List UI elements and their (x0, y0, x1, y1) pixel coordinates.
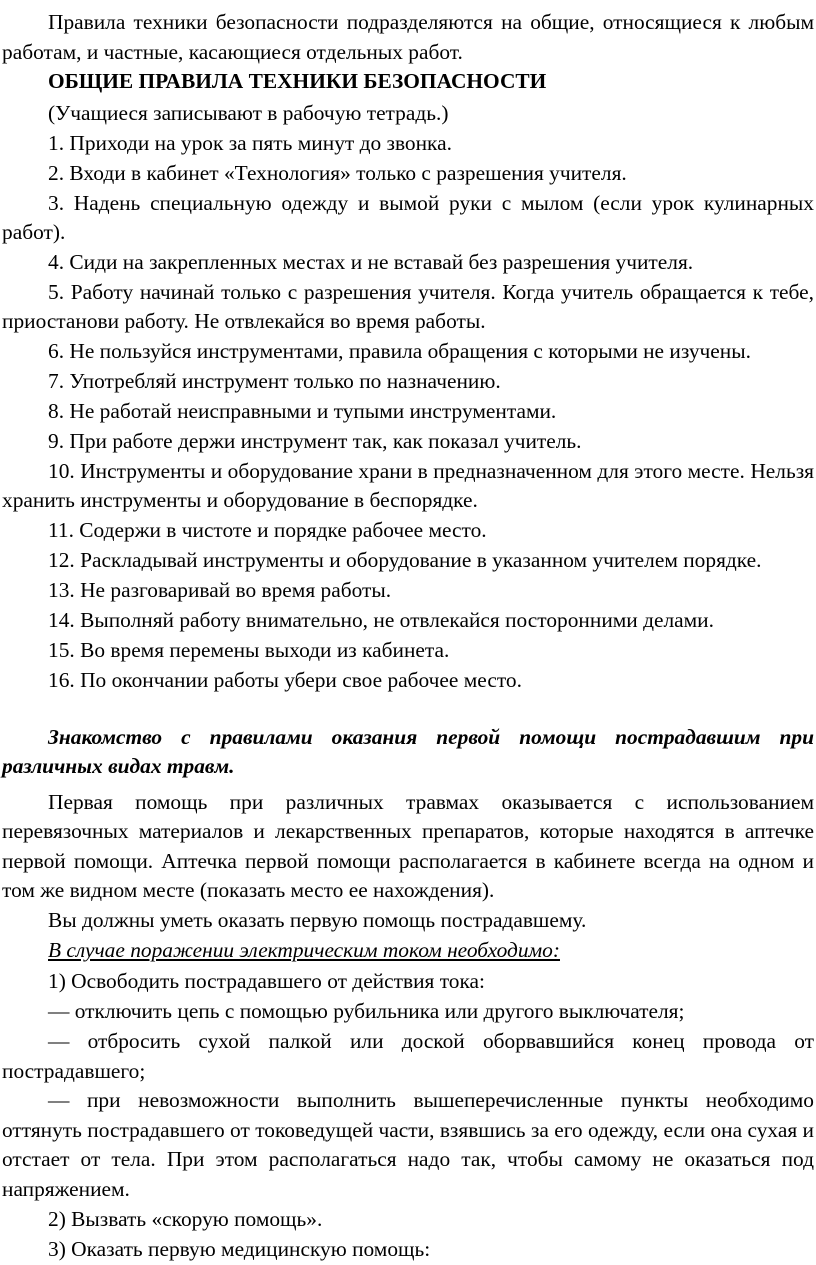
step-item: — отключить цепь с помощью рубильника или другого выключателя; (48, 999, 685, 1024)
rule-item: 8. Не работай неисправными и тупыми инструментами. (48, 399, 557, 424)
intro-paragraph: Правила техники безопасности подразделяются на общие, относящиеся к любым работам, и частные, касающиеся отдельных работ. (2, 10, 814, 64)
step-item: — при невозможности выполнить вышеперечисленные пункты необходимо оттянуть пострадавшего от токоведущей части, взявшись за его одежду, если она сухая и отстает от тела. При этом располагаться надо так, чтобы самому не оказаться под напряжением. (2, 1088, 814, 1201)
rule-item: 10. Инструменты и оборудование храни в предназначенном для этого месте. Нельзя хранить инструменты и оборудование в беспорядке. (2, 458, 814, 513)
rule-item: 15. Во время перемены выходи из кабинета. (48, 637, 450, 662)
rule-item: 3. Надень специальную одежду и вымой руки с мылом (если урок кулинарных работ). (2, 190, 814, 245)
notebook-note: (Учащиеся записывают в рабочую тетрадь.) (48, 100, 449, 125)
step-item: 3) Оказать первую медицинскую помощь: (48, 1236, 431, 1261)
general-rules-heading: ОБЩИЕ ПРАВИЛА ТЕХНИКИ БЕЗОПАСНОСТИ (48, 69, 547, 94)
step-item: — отбросить сухой палкой или доской оборвавшийся конец провода от пострадавшего; (2, 1029, 814, 1083)
electric-shock-steps (2, 967, 814, 1264)
must-know-paragraph: Вы должны уметь оказать первую помощь пострадавшему. (48, 907, 587, 932)
rule-item: 14. Выполняй работу внимательно, не отвлекайся посторонними делами. (48, 607, 714, 632)
rule-item: 16. По окончании работы убери свое рабочее место. (48, 667, 522, 692)
step-item: 2) Вызвать «скорую помощь». (48, 1206, 323, 1231)
rule-item: 4. Сиди на закрепленных местах и не вставай без разрешения учителя. (48, 249, 694, 274)
rule-item: 6. Не пользуйся инструментами, правила обращения с которыми не изучены. (48, 339, 751, 364)
rule-item: 12. Раскладывай инструменты и оборудование в указанном учителем порядке. (48, 548, 762, 573)
first-aid-paragraph: Первая помощь при различных травмах оказывается с использованием перевязочных материалов и лекарственных препаратов, которые находятся в аптечке первой помощи. Аптечка первой помощи располагается в кабинете всегда на одном и том же видном месте (показать место ее нахождения). (2, 789, 814, 903)
rule-item: 2. Входи в кабинет «Технология» только с разрешения учителя. (48, 160, 627, 185)
first-aid-heading: Знакомство с правилами оказания первой помощи пострадавшим при различных видах травм. (2, 724, 814, 779)
rule-item: 5. Работу начинай только с разрешения учителя. Когда учитель обращается к тебе, приостанови работу. Не отвлекайся во время работы. (2, 279, 814, 334)
rule-item: 1. Приходи на урок за пять минут до звонка. (48, 130, 452, 155)
section-spacer (2, 696, 814, 723)
rule-item: 13. Не разговаривай во время работы. (48, 577, 392, 602)
electric-shock-heading: В случае поражении электрическим током необходимо: (48, 937, 560, 962)
rule-item: 9. При работе держи инструмент так, как показал учитель. (48, 428, 582, 453)
rule-item: 11. Содержи в чистоте и порядке рабочее место. (48, 518, 487, 543)
step-item: 1) Освободить пострадавшего от действия тока: (48, 969, 485, 994)
rule-item: 7. Употребляй инструмент только по назначению. (48, 369, 501, 394)
general-rules-list (2, 129, 814, 695)
